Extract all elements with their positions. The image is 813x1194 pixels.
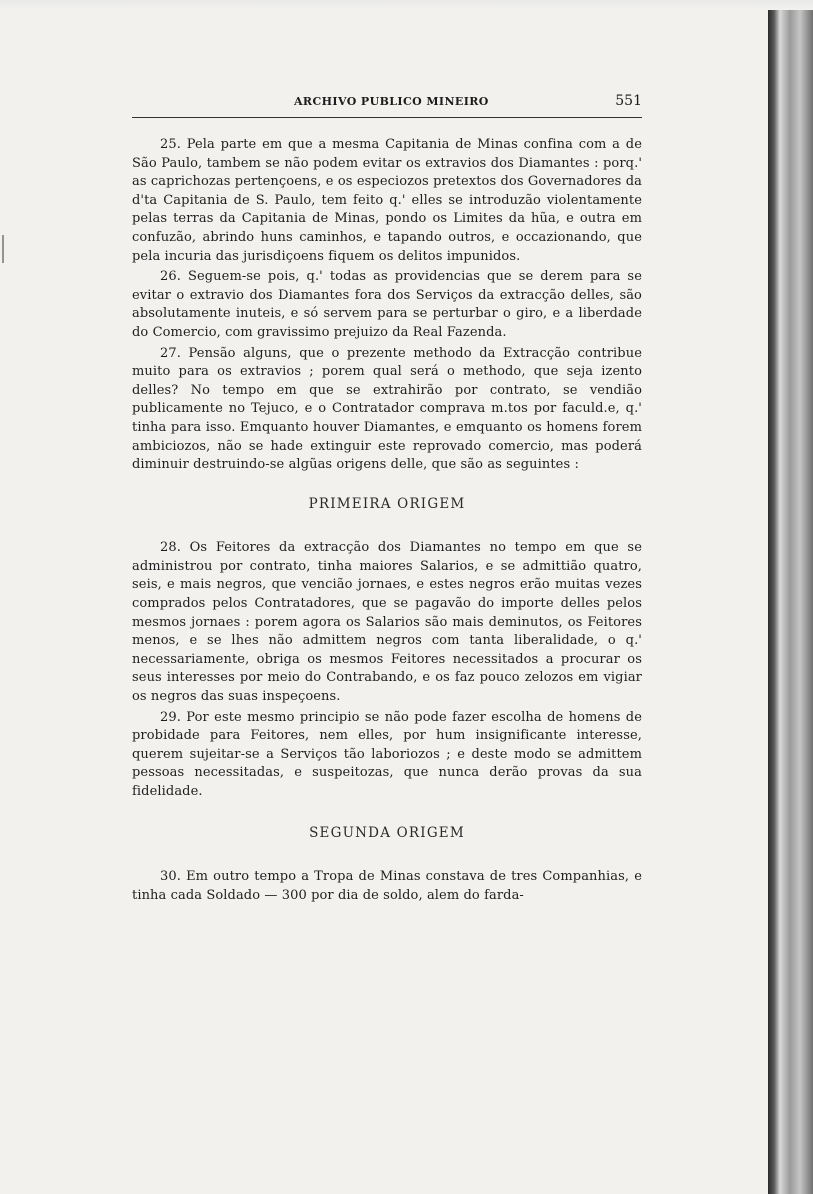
paragraph-26: 26. Seguem-se pois, q.' todas as providencias que se derem para se evitar o extravio dos Diamantes fora dos Serviços da extracção delles, são absolutamente inuteis, e só servem para se perturbar o giro, e a liberdade do Comercio, com gravissimo prejuizo da Real Fazenda. [132,269,642,340]
body-text [132,136,642,905]
paragraph-28: 28. Os Feitores da extracção dos Diamantes no tempo em que se administrou por contrato, tinha maiores Salarios, e se admittião quatro, seis, e mais negros, que vencião jornaes, e estes negros erão muitas vezes comprados pelos Contratadores, que se pagavão do importe delles pelos mesmos jornaes : porem agora os Salarios são mais deminutos, os Feitores menos, e se lhes não admittem negros com tanta liberalidade, o q.' necessariamente, obriga os mesmos Feitores necessitados a procurar os seus interesses por meio do Contrabando, e os faz pouco zelozos em vigiar os negros das suas inspeçoens. [132,540,642,705]
paragraph-25: 25. Pela parte em que a mesma Capitania de Minas confina com a de São Paulo, tambem se não podem evitar os extravios dos Diamantes : porq.' as caprichozas pertençoens, e os especiozos pretextos dos Governadores da d'ta Capitania de S. Paulo, tem feito q.' elles se introduzão violentamente pelas terras da Capitania de Minas, pondo os Limites da hũa, e outra em confuzão, abrindo huns caminhos, e tapando outros, e occazionando, que pela incuria das jurisdiçoens fiquem os delitos impunidos. [132,137,642,264]
page-number: 551 [615,93,642,109]
paragraph-29: 29. Por este mesmo principio se não pode fazer escolha de homens de probidade para Feitores, nem elles, por hum insignificante interesse, querem sujeitar-se a Serviços tão laboriozos ; e deste modo se admittem pessoas necessitadas, e suspeitozas, que nunca derão provas da sua fidelidade. [132,709,642,799]
section-heading-first: PRIMEIRA ORIGEM [308,495,466,512]
section-heading-second: SEGUNDA ORIGEM [309,824,465,841]
page-top-edge [0,0,813,10]
running-title: ARCHIVO PUBLICO MINEIRO [294,95,489,108]
header-rule [132,117,642,118]
book-gutter [768,0,813,1194]
left-margin-mark [2,235,4,263]
paragraph-30: 30. Em outro tempo a Tropa de Minas constava de tres Companhias, e tinha cada Soldado — 300 por dia de soldo, alem do farda- [132,869,642,903]
paragraph-27: 27. Pensão alguns, que o prezente methodo da Extracção contribue muito para os extravios ; porem qual será o methodo, que seja izento delles? No tempo em que se extrahirão por contrato, se vendião publicamente no Tejuco, e o Contratador comprava m.tos por faculd.e, q.' tinha para isso. Emquanto houver Diamantes, e emquanto os homens forem ambiciozos, não se hade extinguir este reprovado comercio, mas poderá diminuir destruindo-se algũas origens delle, que são as seguintes : [132,345,642,473]
page-header [132,95,642,115]
